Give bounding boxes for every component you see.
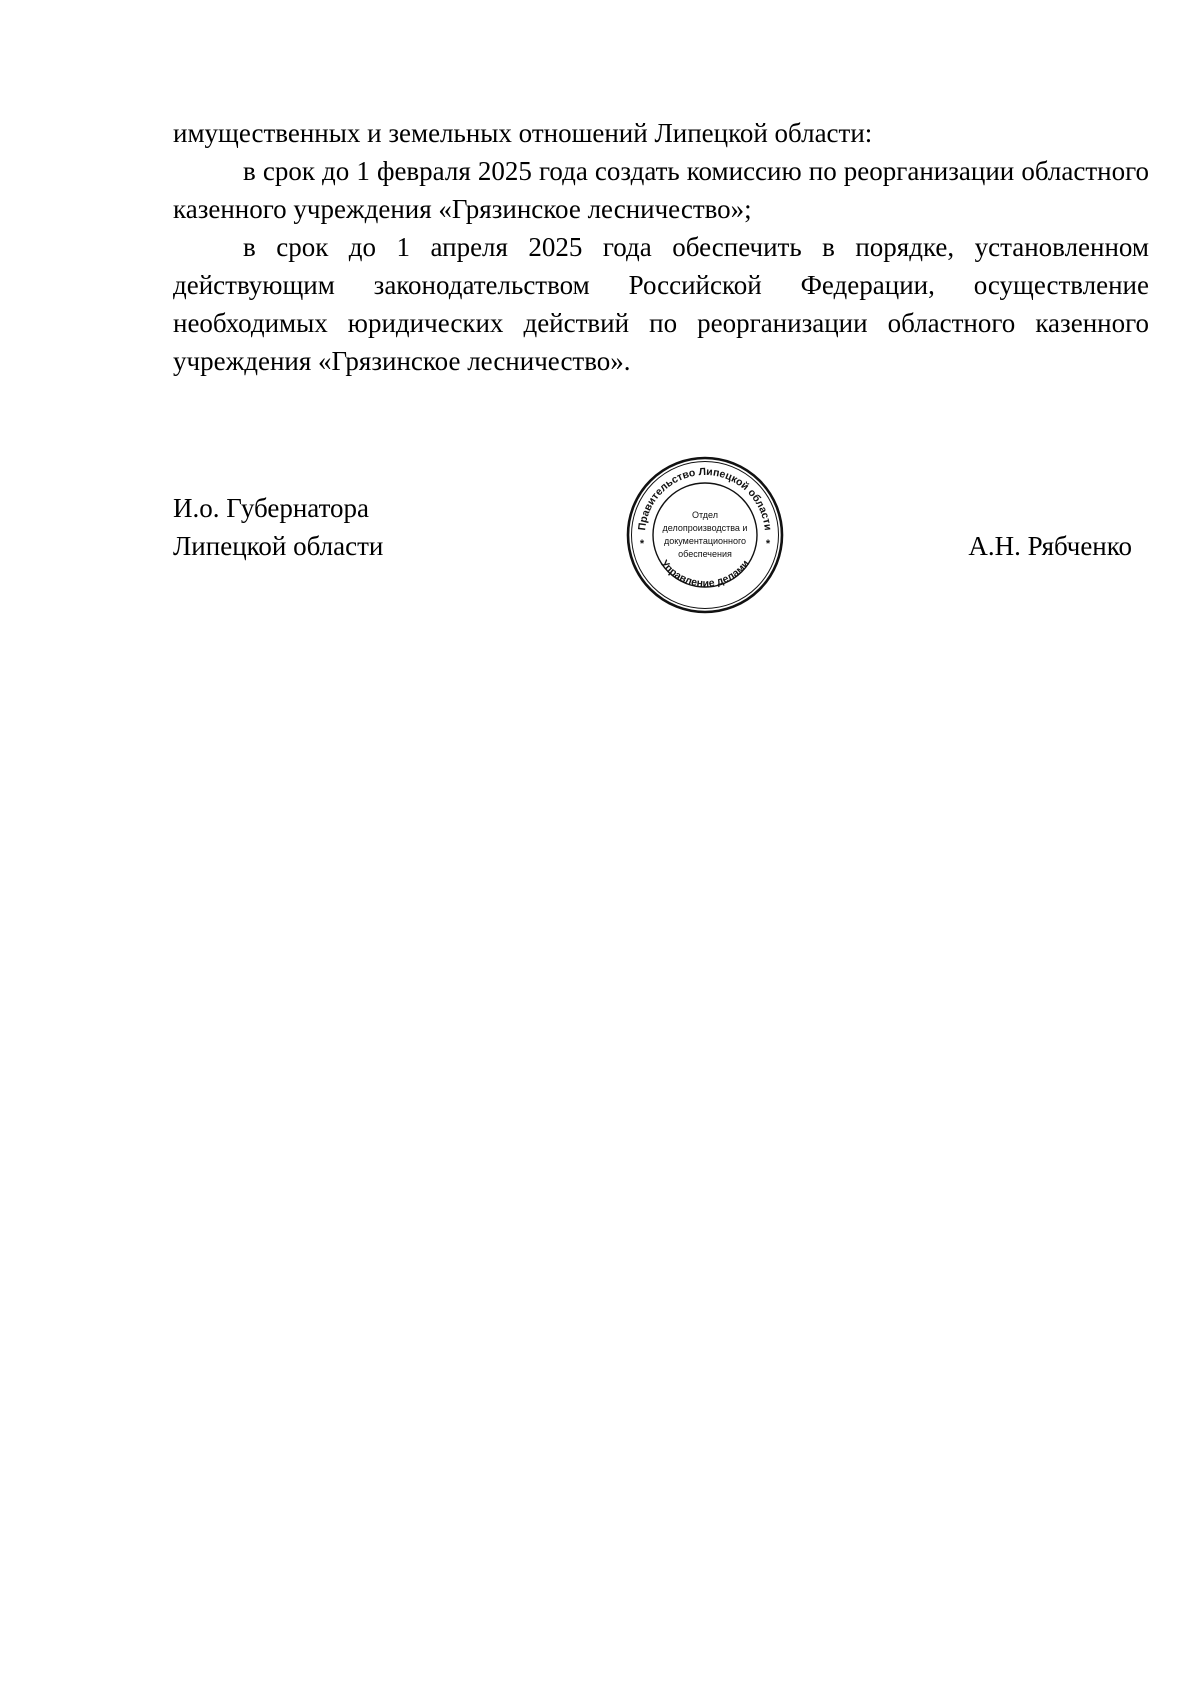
seal-star-right: * [765, 538, 771, 550]
paragraph-1: имущественных и земельных отношений Липецкой области: [173, 118, 873, 148]
paragraph-2: в срок до 1 февраля 2025 года создать комиссию по реорганизации областного казенного учреждения «Грязинское лесничество»; [173, 156, 1149, 224]
signatory-position [173, 489, 383, 565]
official-seal [625, 455, 785, 615]
seal-center-line-3: документационного [663, 536, 747, 546]
seal-center-line-2: делопроизводства и [662, 523, 748, 533]
document-body [173, 114, 1149, 380]
signatory-position-line-2: Липецкой области [173, 531, 384, 561]
seal-ring-top-text: Правительство Липецкой области [636, 465, 774, 532]
seal-center-line-1: Отдел [691, 510, 719, 520]
seal-center-line-4: обеспечения [678, 549, 732, 559]
signatory-name: А.Н. Рябченко [968, 531, 1132, 561]
seal-ring-bottom-text: Управление делами [658, 557, 752, 590]
seal-graphic [625, 455, 785, 615]
seal-star-left: * [639, 538, 645, 550]
paragraph-3: в срок до 1 апреля 2025 года обеспечить в порядке, установленном действующим законодательством Российской Федерации, осуществление необходимых юридических действий по реорганизации областного казенного учреждения «Грязинское лесничество». [173, 232, 1149, 376]
signatory-position-line-1: И.о. Губернатора [173, 493, 370, 523]
